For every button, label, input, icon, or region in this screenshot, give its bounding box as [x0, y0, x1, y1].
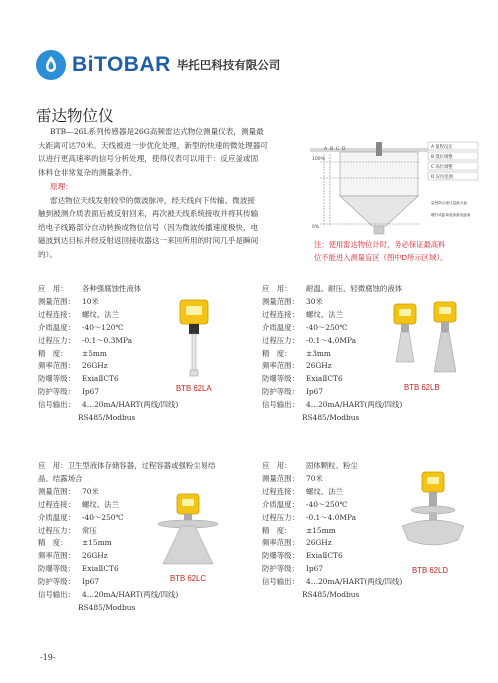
spec-label: 频率范围：	[38, 361, 75, 371]
diagram-mark: C	[336, 147, 340, 152]
spec-label: 频率范围：	[262, 361, 299, 371]
spec-label: 信号输出：	[262, 577, 299, 587]
spec-row	[262, 283, 402, 296]
principle-paragraph	[38, 180, 304, 262]
diagram-mark: A	[324, 147, 328, 152]
spec-label: 精 度：	[262, 525, 292, 535]
intro-line: 以进行更高速率的信号分析处理，使得仪表可以用于：反应釜或固	[38, 154, 259, 164]
spec-value: 4…20mA/HART(两线/四线)	[82, 400, 179, 410]
spec-extra: RS485/Modbus	[302, 413, 360, 423]
note-line: 注：使用雷达物位计时，务必保证最高料	[314, 240, 446, 249]
spec-row	[38, 399, 178, 412]
spec-app-line: 应 用：卫生型液体存储容器，过程容器或强粉尘易结	[38, 461, 216, 470]
page-title: 雷达物位仪	[36, 107, 114, 125]
diagram-legend-item: C 高位调整	[431, 165, 453, 170]
spec-row	[262, 499, 402, 512]
principle-heading: 原理：	[50, 182, 73, 191]
spec-value: 26GHz	[82, 551, 108, 561]
spec-label: 信号输出：	[262, 400, 299, 410]
spec-row	[262, 550, 402, 563]
model-label-62lb: BTB 62LB	[404, 383, 440, 392]
spec-label: 防护等级：	[262, 564, 299, 574]
spec-row	[38, 309, 178, 322]
spec-value: Ip67	[82, 387, 100, 397]
brand-logo-icon	[36, 50, 66, 80]
spec-row	[262, 460, 402, 473]
spec-value: Ip67	[306, 387, 324, 397]
spec-row	[262, 576, 402, 589]
spec-value: ExiaⅡCT6	[82, 374, 119, 384]
diagram-mark: B	[330, 147, 334, 152]
spec-row	[262, 296, 402, 309]
spec-label: 精 度：	[38, 348, 68, 358]
spec-row	[38, 360, 178, 373]
spec-row	[262, 563, 402, 576]
product-image-62lb	[390, 300, 466, 384]
spec-row	[262, 348, 402, 361]
spec-label: 信号输出：	[38, 400, 75, 410]
spec-row	[38, 589, 215, 602]
spec-row	[38, 296, 178, 309]
spec-label: 防护等级：	[262, 387, 299, 397]
diagram-zero-label: 0%	[312, 225, 320, 230]
spec-label: 测量范围：	[38, 296, 75, 306]
spec-label: 过程压力：	[262, 335, 299, 345]
spec-value: ±3mm	[306, 348, 331, 358]
diagram-legend-item: D 盲位范围	[431, 175, 453, 180]
spec-label: 过程压力：	[38, 335, 75, 345]
spec-label: 防护等级：	[38, 387, 75, 397]
spec-app-line: 晶、结露场合	[38, 473, 83, 483]
model-label-62lc: BTB 62LC	[170, 574, 206, 583]
note-line: 位不能进入测量盲区（图中D所示区域）。	[314, 253, 448, 262]
spec-value: 螺纹、法兰	[306, 486, 343, 496]
model-label-62ld: BTB 62LD	[412, 566, 448, 575]
principle-line: 磁波到达目标并经反射返回接收器这一来回所用的时间几乎是瞬间	[38, 236, 259, 246]
page-number: -19-	[40, 653, 56, 662]
spec-row	[262, 399, 402, 412]
spec-value: Ip67	[82, 577, 100, 587]
spec-row	[262, 373, 402, 386]
spec-label: 测量范围：	[262, 296, 299, 306]
spec-value: 26GHz	[306, 361, 332, 371]
spec-row	[262, 309, 402, 322]
brand-name-cn: 毕托巴科技有限公司	[176, 58, 281, 72]
spec-label: 防爆等级：	[38, 374, 75, 384]
spec-label: 防爆等级：	[262, 374, 299, 384]
spec-row	[38, 335, 178, 348]
model-label-62la: BTB 62LA	[176, 384, 212, 393]
spec-row	[262, 525, 402, 538]
brand-name: BiTOBAR	[72, 53, 171, 76]
intro-line: BTB—26L系列传感器是26G高频雷达式物位测量仪表，测量最	[50, 127, 264, 136]
spec-value: 26GHz	[306, 538, 332, 548]
brand-header	[36, 50, 280, 80]
spec-value: 4…20mA/HART(两线/四线)	[306, 577, 403, 587]
spec-value: 螺纹、法兰	[82, 499, 119, 509]
spec-row	[38, 348, 178, 361]
spec-label: 防爆等级：	[262, 551, 299, 561]
spec-label: 过程压力：	[262, 512, 299, 522]
principle-line: 给电子线路部分自动转换成物位信号（因为微波传播速度极快，电	[38, 222, 259, 232]
spec-extra: RS485/Modbus	[78, 413, 136, 423]
spec-extra: RS485/Modbus	[302, 590, 360, 600]
spec-value: -40～250℃	[82, 512, 124, 522]
principle-line: 的）。	[38, 249, 57, 259]
spec-row	[262, 360, 402, 373]
product-image-62la	[176, 298, 212, 384]
spec-label: 应 用：	[262, 284, 292, 293]
spec-label: 介质温度：	[262, 499, 299, 509]
spec-label: 应 用：	[38, 284, 68, 293]
tank-diagram-graphic	[310, 138, 480, 238]
spec-block-62lb	[262, 283, 402, 425]
spec-extra: RS485/Modbus	[78, 602, 136, 612]
spec-label: 过程连接：	[262, 486, 299, 496]
spec-value: 螺纹、法兰	[306, 309, 343, 319]
tank-diagram	[310, 138, 480, 238]
spec-label: 频率范围：	[38, 551, 75, 561]
spec-row	[262, 486, 402, 499]
diagram-legend-item: B 低位调整	[431, 155, 453, 160]
spec-label: 频率范围：	[262, 538, 299, 548]
spec-label: 应 用：	[262, 461, 292, 470]
spec-value: -40～250℃	[306, 322, 348, 332]
spec-label: 测量范围：	[38, 486, 75, 496]
principle-line: 触到被测介质表面后被反射回来，再次被天线系统接收并将其传输	[38, 209, 259, 219]
spec-label: 防护等级：	[38, 577, 75, 587]
warning-note	[314, 238, 484, 264]
diagram-legend-item: A 量程设定	[431, 145, 453, 150]
spec-label: 信号输出：	[38, 590, 75, 600]
spec-label: 精 度：	[38, 538, 68, 548]
diagram-mark: D	[342, 147, 346, 152]
intro-line: 体料仓非常复杂的测量条件。	[38, 167, 137, 177]
spec-value: 常压	[82, 525, 97, 535]
product-image-62ld	[396, 470, 472, 570]
spec-row	[262, 386, 402, 399]
spec-value: 10米	[82, 296, 99, 306]
spec-value: ExiaⅡCT6	[306, 551, 343, 561]
spec-block-62ld	[262, 460, 402, 602]
spec-value: 30米	[306, 296, 323, 306]
spec-value: ExiaⅡCT6	[306, 374, 343, 384]
diagram-full-label: 100%	[312, 157, 325, 162]
spec-value: 70米	[82, 486, 99, 496]
spec-row	[262, 335, 402, 348]
spec-value: 各种强腐蚀性液体	[82, 284, 142, 293]
spec-row	[38, 283, 178, 296]
spec-row	[38, 322, 178, 335]
spec-value: 固体颗粒、粉尘	[306, 461, 358, 470]
spec-label: 过程连接：	[38, 309, 75, 319]
principle-line: 雷达物位天线发射较窄的微波脉冲，经天线向下传输。微波接	[50, 195, 256, 205]
spec-row	[262, 512, 402, 525]
diagram-side-label: 螺钉或距离底部最低距离	[431, 213, 471, 217]
spec-row	[262, 537, 402, 550]
spec-value: -0.1～4.0MPa	[306, 335, 357, 345]
intro-paragraph	[38, 125, 304, 179]
spec-value: ExiaⅡCT6	[82, 564, 119, 574]
spec-value: -0.1～4.0MPa	[306, 512, 357, 522]
spec-value: ±5mm	[82, 348, 107, 358]
spec-label: 防爆等级：	[38, 564, 75, 574]
spec-value: ±15mm	[82, 538, 112, 548]
spec-label: 精 度：	[262, 348, 292, 358]
diagram-side-label: 量程指示建议量最大值	[431, 201, 467, 205]
spec-value: 70米	[306, 473, 323, 483]
spec-value: ±15mm	[306, 525, 336, 535]
spec-value: -40～120℃	[82, 322, 124, 332]
spec-row	[262, 473, 402, 486]
spec-value: 螺纹、法兰	[82, 309, 119, 319]
intro-line: 大距离可达70米。天线被进一步优化处理，新型的快速的微处理器可	[38, 140, 268, 150]
spec-label: 介质温度：	[262, 322, 299, 332]
spec-value: 26GHz	[82, 361, 108, 371]
spec-label: 过程连接：	[38, 499, 75, 509]
spec-label: 介质温度：	[38, 322, 75, 332]
spec-value: -40～250℃	[306, 499, 348, 509]
spec-value: Ip67	[306, 564, 324, 574]
spec-row	[38, 386, 178, 399]
spec-value: -0.1～0.3MPa	[82, 335, 133, 345]
spec-row	[262, 322, 402, 335]
spec-row	[38, 373, 178, 386]
spec-value: 耐温、耐压、轻微腐蚀的液体	[306, 284, 403, 293]
spec-value: 4…20mA/HART(两线/四线)	[82, 590, 179, 600]
spec-value: 4…20mA/HART(两线/四线)	[306, 400, 403, 410]
spec-label: 过程连接：	[262, 309, 299, 319]
spec-label: 介质温度：	[38, 512, 75, 522]
spec-label: 过程压力：	[38, 525, 75, 535]
spec-label: 测量范围：	[262, 473, 299, 483]
spec-block-62la	[38, 283, 178, 425]
product-image-62lc	[155, 492, 221, 574]
